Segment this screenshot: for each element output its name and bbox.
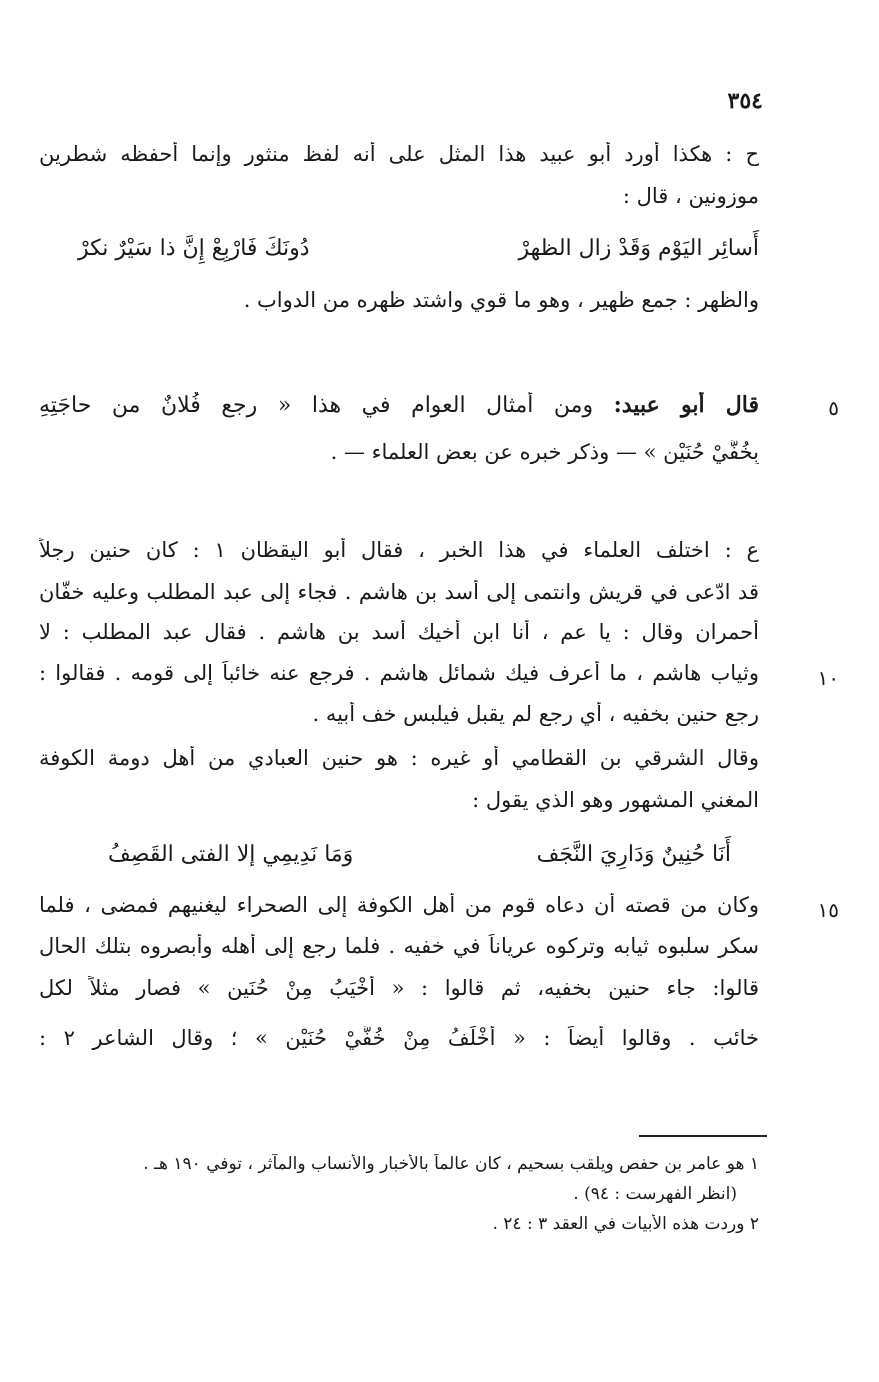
footnote-2: ٢ وردت هذه الأبيات في العقد ٣ : ٢٤ . bbox=[492, 1214, 759, 1234]
verse-hemistich: أَنَا حُنِينٌ وَدَارِيَ النَّجَف bbox=[536, 842, 731, 867]
line-number: ١٥ bbox=[817, 898, 839, 922]
page-number: ٣٥٤ bbox=[727, 88, 763, 114]
text-line: والظهر : جمع ظهير ، وهو ما قوي واشتد ظهره من الدواب . bbox=[243, 288, 759, 312]
line-number: ٥ bbox=[828, 396, 839, 420]
text-line: قد ادّعى في قريش وانتمى إلى أسد بن هاشم . فجاء إلى عبد المطلب وعليه خفّان bbox=[39, 580, 759, 604]
text-line: وكان من قصته أن دعاه قوم من أهل الكوفة إلى الصحراء ليغنيهم فمضى ، فلما bbox=[39, 893, 759, 917]
text-line: المغني المشهور وهو الذي يقول : bbox=[472, 788, 759, 812]
text-line: ع : اختلف العلماء في هذا الخبر ، فقال أبو اليقظان ١ : كان حنين رجلاً bbox=[39, 538, 759, 562]
text-line: قالوا: جاء حنين بخفيه، ثم قالوا : « أَخْيَبُ مِنْ حُنَين » فصار مثلاً لكل bbox=[39, 976, 759, 1000]
verse-hemistich: وَمَا نَدِيمِي إلا الفتى القَصِفُ bbox=[108, 842, 354, 867]
text-line: سكر سلبوه ثيابه وتركوه عرياناً في خفيه . فلما رجع إلى أهله وأبصروه بتلك الحال bbox=[39, 934, 759, 958]
heading-line bbox=[39, 392, 759, 418]
text-line: وقال الشرقي بن القطامي أو غيره : هو حنين العبادي من أهل دومة الكوفة bbox=[39, 746, 759, 770]
text-line: موزونين ، قال : bbox=[622, 184, 759, 208]
line-number: ١٠ bbox=[817, 666, 839, 690]
text-line: بِخُفَّيْ حُنَيْنٍ » — وذكر خبره عن بعض العلماء — . bbox=[330, 440, 759, 464]
heading-label: قال أبو عبيد: bbox=[613, 392, 759, 418]
footnote-1-continued: (انظر الفهرست : ٩٤) . bbox=[573, 1184, 737, 1204]
heading-text: ومن أمثال العوام في هذا « رجع فُلانٌ من حاجَتِهِ bbox=[39, 393, 594, 418]
text-line: ح : هكذا أورد أبو عبيد هذا المثل على أنه لفظ منثور وإنما أحفظه شطرين bbox=[39, 142, 759, 166]
footnote-rule bbox=[639, 1135, 767, 1137]
text-line: رجع حنين بخفيه ، أي رجع لم يقبل فيلبس خف أبيه . bbox=[312, 702, 759, 726]
text-line: وثياب هاشم ، ما أعرف فيك شمائل هاشم . فرجع عنه خائباً إلى قومه . فقالوا : bbox=[39, 661, 759, 685]
text-line: أحمران وقال : يا عم ، أنا ابن أخيك أسد بن هاشم . فقال عبد المطلب : لا bbox=[39, 620, 759, 644]
verse-hemistich: دُونَكَ فَارْبِعْ إِنَّ ذا سَيْرٌ نكرْ bbox=[78, 236, 310, 261]
text-line: خائب . وقالوا أيضاً : « أَخْلَفُ مِنْ خُفَّيْ حُنَيْنٍ » ؛ وقال الشاعر ٢ : bbox=[39, 1026, 759, 1050]
footnote-1: ١ هو عامر بن حفص ويلقب بسحيم ، كان عالماً بالأخبار والأنساب والمآثر ، توفي ١٩٠ هـ . bbox=[143, 1154, 759, 1174]
verse-hemistich: أَسائِر اليَوْم وَقَدْ زال الظهرْ bbox=[518, 236, 759, 261]
